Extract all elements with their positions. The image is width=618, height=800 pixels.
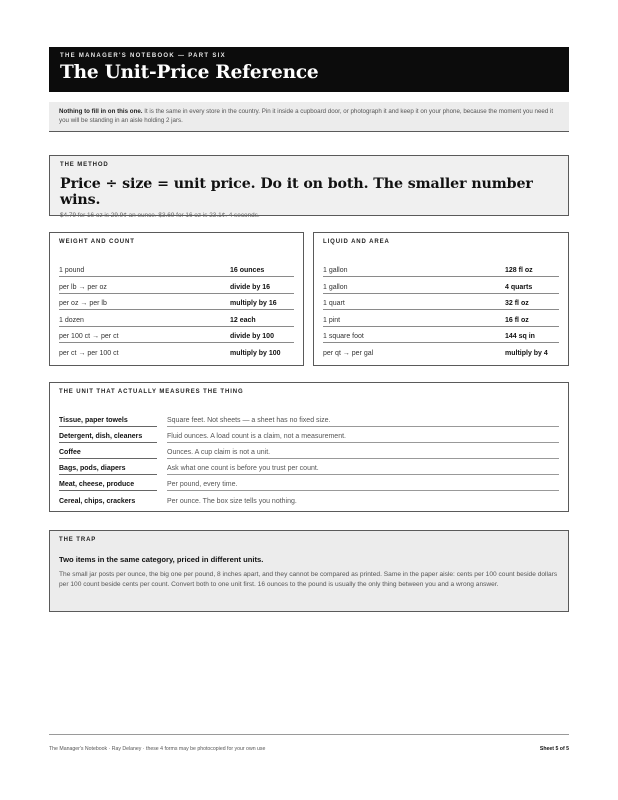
page-header [49,47,569,92]
trap-panel [49,530,569,612]
conversion-to: 128 fl oz [505,267,533,275]
trap-body: The small jar posts per ounce, the big one per pound, 8 inches apart, and they cannot be compared as printed. Same in the paper aisle: cents per 100 count beside dollars per 100 count beside cents per count. Convert both to one unit first. 16 ounces to the pound is usually the only thing between you and a wrong answer. [59,571,558,589]
conversion-from: per oz → per lb [59,300,107,308]
unit-category: Detergent, dish, cleaners [59,427,157,443]
conversion-from: 1 gallon [323,267,348,275]
conversion-row [59,343,294,359]
conversion-from: per 100 ct → per ct [59,332,119,340]
weight-count-label: WEIGHT AND COUNT [59,239,135,245]
page-footer [49,746,569,752]
page-title: The Unit-Price Reference [60,62,319,83]
intro-note [49,102,569,132]
conversion-row [323,261,559,277]
conversion-from: per qt → per gal [323,350,374,358]
unit-row [59,491,559,507]
sheet-number: Sheet 5 of 5 [539,746,569,752]
method-rule: Price ÷ size = unit price. Do it on both. The smaller number wins. [60,176,533,208]
unit-category: Meat, cheese, produce [59,475,157,491]
unit-row [59,411,559,427]
conversion-row [323,294,559,310]
unit-guidance: Ounces. A cup claim is not a unit. [167,443,559,459]
unit-guidance: Fluid ounces. A load count is a claim, not a measurement. [167,427,559,443]
weight-count-panel [49,232,304,366]
conversion-row [323,343,559,359]
trap-headline: Two items in the same category, priced in different units. [59,555,264,564]
conversion-to: 32 fl oz [505,300,529,308]
footer-credit: The Manager's Notebook · Ray Delaney · these 4 forms may be photocopied for your own use [49,746,266,752]
intro-lead: Nothing to fill in on this one. [59,108,143,115]
conversion-row [323,310,559,326]
conversion-from: 1 dozen [59,316,84,324]
conversion-row [59,294,294,310]
conversion-to: divide by 100 [230,332,274,340]
conversion-to: multiply by 16 [230,300,277,308]
liquid-area-panel [313,232,569,366]
unit-row [59,427,559,443]
unit-guidance: Ask what one count is before you trust per count. [167,459,559,475]
conversion-to: 4 quarts [505,283,533,291]
unit-category: Bags, pods, diapers [59,459,157,475]
conversion-from: per lb → per oz [59,283,107,291]
conversion-row [59,310,294,326]
conversion-from: per ct → per 100 ct [59,350,119,358]
conversion-from: 1 pound [59,267,85,275]
method-panel [49,155,569,219]
conversion-row [59,277,294,293]
conversion-to: divide by 16 [230,283,271,291]
conversion-to: 144 sq in [505,332,535,340]
liquid-area-label: LIQUID AND AREA [323,239,390,245]
conversion-row [59,327,294,343]
unit-row [59,475,559,491]
conversion-from: 1 pint [323,316,341,324]
conversion-row [323,277,559,293]
trap-label: THE TRAP [59,537,97,543]
unit-category: Coffee [59,443,157,459]
measuring-units-panel [49,382,569,512]
method-label: THE METHOD [60,162,109,168]
unit-guidance: Per ounce. The box size tells you nothing. [167,498,297,505]
conversion-from: 1 quart [323,300,345,308]
footer-divider [49,734,569,735]
method-example: $4.79 for 16 oz is 29.9¢ an ounce. $3.69 for 16 oz is 23.1¢. 4 seconds. [60,212,260,219]
intro-text: It is the same in every store in the country. Pin it inside a cupboard door, or photograph it and keep it on your phone, because the moment you need it you will be standing in an aisle holding 2 jars. [59,108,554,124]
unit-category: Tissue, paper towels [59,411,157,427]
measuring-units-label: THE UNIT THAT ACTUALLY MEASURES THE THING [59,389,244,395]
conversion-to: 16 fl oz [505,316,529,324]
unit-row [59,459,559,475]
conversion-row [59,261,294,277]
unit-guidance: Square feet. Not sheets — a sheet has no fixed size. [167,411,559,427]
conversion-from: 1 gallon [323,283,348,291]
conversion-from: 1 square foot [323,332,364,340]
series-kicker: THE MANAGER'S NOTEBOOK — PART SIX [60,53,226,59]
conversion-to: 12 each [230,316,256,324]
conversion-to: multiply by 100 [230,350,281,358]
conversion-row [323,327,559,343]
conversion-to: 16 ounces [230,267,265,275]
conversion-to: multiply by 4 [505,350,548,358]
unit-guidance: Per pound, every time. [167,475,559,491]
unit-category: Cereal, chips, crackers [59,498,136,505]
unit-row [59,443,559,459]
